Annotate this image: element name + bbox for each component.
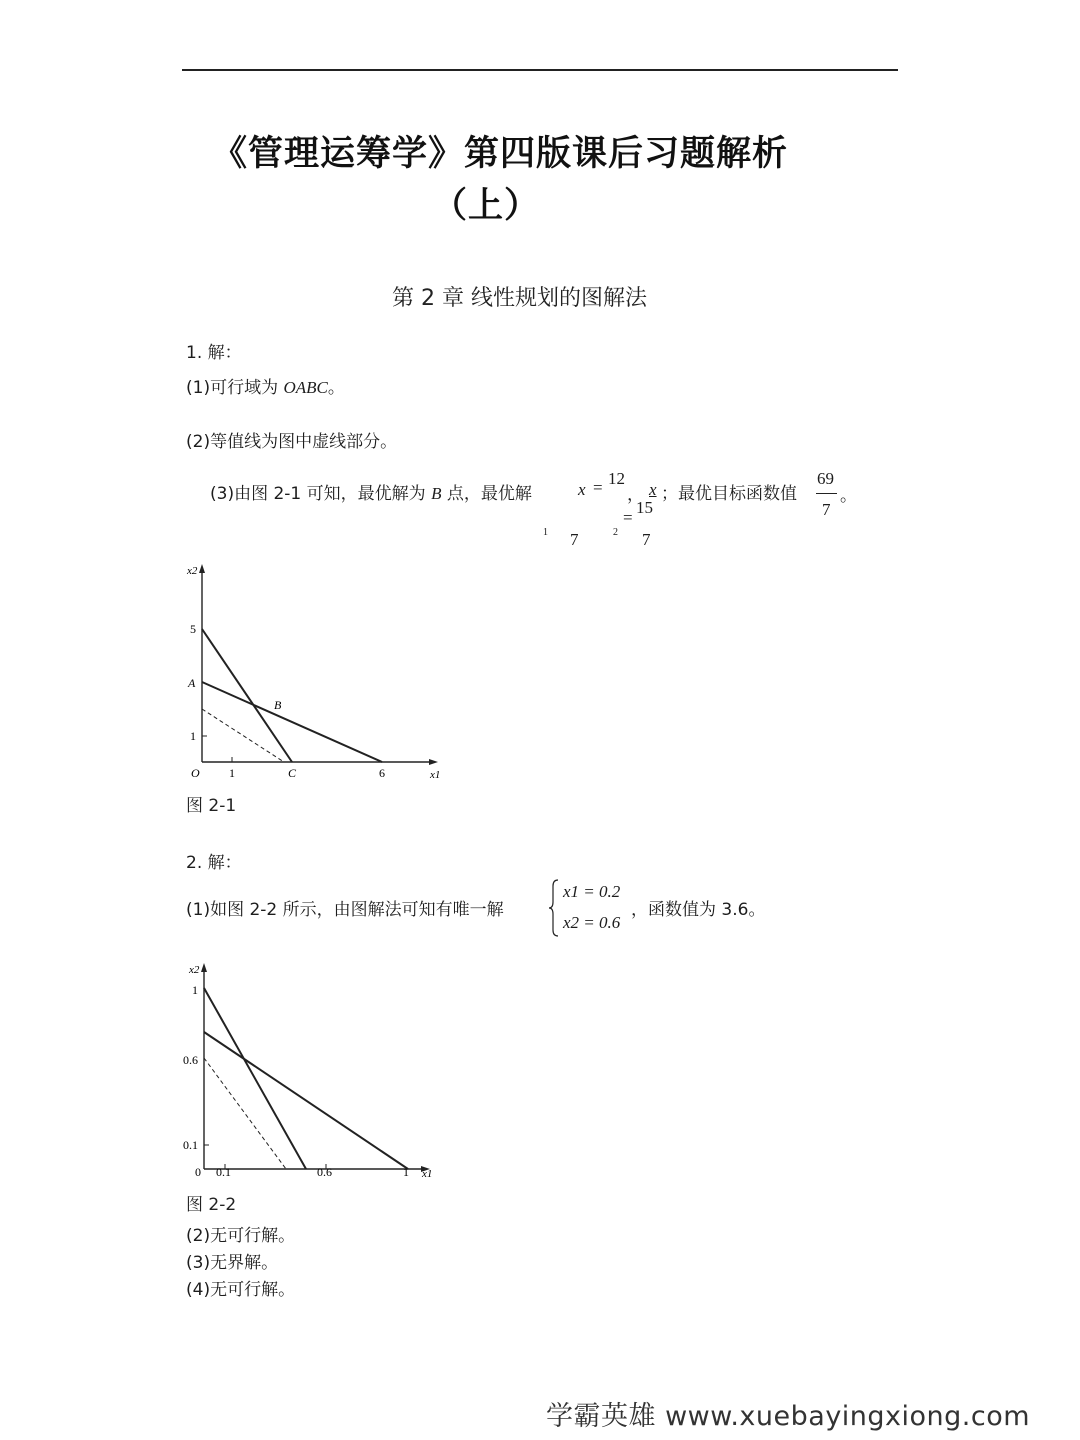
top-rule	[182, 69, 898, 71]
x-tick-0.1: 0.1	[216, 1165, 231, 1179]
subscript-1: 1	[543, 527, 548, 538]
figure-2-1	[176, 560, 456, 785]
subscript-2: 2	[613, 527, 618, 538]
constraint-line-2	[202, 682, 382, 762]
x-tick-0.6: 0.6	[317, 1165, 332, 1179]
left-brace-icon	[548, 878, 560, 938]
x-tick-6: 6	[379, 766, 385, 780]
point-b-label: B	[274, 698, 282, 712]
y-tick-0.1: 0.1	[183, 1138, 198, 1152]
watermark-footer: 学霸英雄 www.xuebayingxiong.com	[546, 1401, 1031, 1432]
equals-2: =	[623, 508, 633, 527]
x2-numerator: 15	[636, 498, 653, 517]
x-tick-o: O	[191, 766, 200, 780]
y-tick-1: 1	[192, 983, 198, 997]
problem1-part1-prefix: (1)可行域为	[186, 378, 279, 398]
objective-fraction-bar	[816, 493, 837, 494]
constraint-line-2	[204, 1032, 408, 1169]
y-tick-1: 1	[190, 729, 196, 743]
problem1-part3-mid: 点，最优解	[446, 484, 532, 504]
region-oabc: OABC	[283, 378, 328, 397]
problem1-objective-text: ；最优目标函数值	[661, 484, 797, 504]
equals-1: =	[593, 478, 603, 497]
x2-variable: x	[649, 480, 657, 499]
x1-denominator: 7	[570, 530, 579, 549]
problem2-part4: (4)无可行解。	[186, 1280, 296, 1300]
problem1-part2: (2)等值线为图中虚线部分。	[186, 432, 398, 452]
chapter-heading: 第 2 章 线性规划的图解法	[392, 286, 647, 311]
point-b: B	[431, 484, 442, 503]
document-title-line1: 《管理运筹学》第四版课后习题解析	[212, 134, 789, 174]
x1-numerator: 12	[608, 469, 625, 488]
y-tick-0.6: 0.6	[183, 1053, 198, 1067]
problem1-label: 1. 解：	[186, 343, 242, 363]
y-axis-label: x2	[189, 964, 200, 976]
problem2-label: 2. 解：	[186, 853, 242, 873]
constraint-line-1	[204, 988, 306, 1169]
solution-x2: x2 = 0.6	[563, 913, 621, 932]
comma: ，	[627, 485, 644, 504]
problem1-part1	[186, 373, 345, 398]
problem1-part1-suffix: 。	[327, 378, 345, 398]
y-axis-arrow-icon	[201, 963, 207, 972]
problem2-part3: (3)无界解。	[186, 1253, 279, 1273]
solution-x1: x1 = 0.2	[563, 882, 621, 901]
objective-numerator: 69	[817, 469, 834, 488]
problem2-part2: (2)无可行解。	[186, 1226, 296, 1246]
problem1-part3-prefix: (3)由图 2-1 可知，最优解为	[210, 484, 426, 504]
problem2-part1-prefix: (1)如图 2-2 所示，由图解法可知有唯一解	[186, 900, 504, 920]
y-axis-label: x2	[187, 565, 198, 577]
y-tick-a: A	[188, 676, 196, 690]
x-tick-1: 1	[229, 766, 235, 780]
constraint-line-1	[202, 629, 292, 762]
problem2-part1-suffix: ，函数值为 3.6。	[631, 900, 766, 920]
document-title-line2: （上）	[432, 186, 541, 226]
figure-2-2	[178, 957, 448, 1187]
problem1-end: 。	[840, 486, 857, 506]
y-tick-5: 5	[190, 622, 196, 636]
x-tick-0: 0	[195, 1165, 201, 1179]
y-axis-arrow-icon	[199, 564, 205, 573]
x-axis-label: x1	[422, 1168, 433, 1180]
x1-variable: x	[578, 480, 586, 499]
objective-denominator: 7	[822, 500, 831, 519]
figure-2-1-caption: 图 2-1	[186, 796, 237, 816]
problem1-part3-line	[210, 479, 532, 504]
x2-denominator: 7	[642, 530, 651, 549]
isoline-dashed	[202, 709, 284, 762]
figure-2-2-caption: 图 2-2	[186, 1195, 237, 1215]
x-axis-arrow-icon	[429, 759, 438, 765]
x-tick-1: 1	[403, 1165, 409, 1179]
x-tick-c: C	[288, 766, 297, 780]
x-axis-label: x1	[430, 769, 441, 781]
